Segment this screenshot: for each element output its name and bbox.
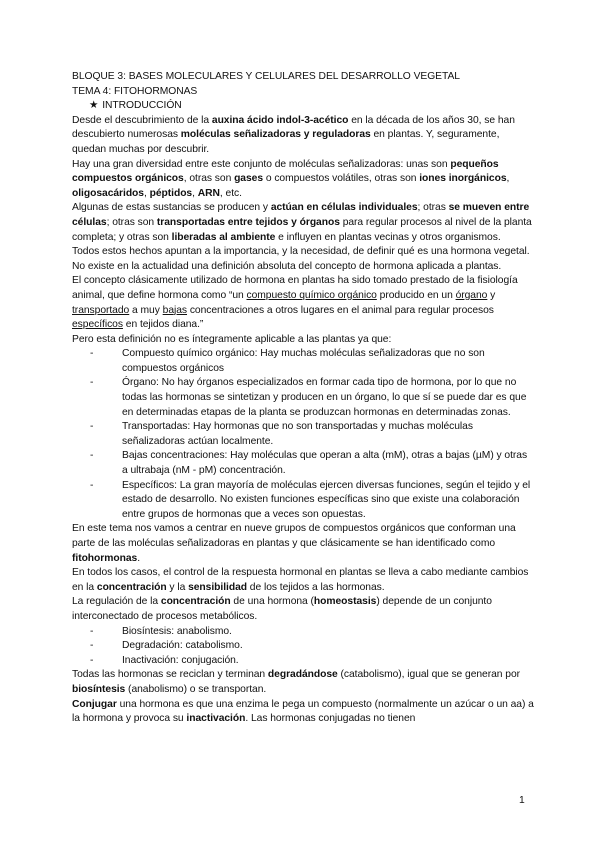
text: Hay una gran diversidad entre este conjunto de moléculas señalizadoras: unas son <box>72 158 451 170</box>
bold-text: actúan en células individuales <box>270 202 418 214</box>
bold-text: iones inorgánicos <box>419 173 507 185</box>
text: , otras son <box>183 173 235 185</box>
dash-marker: - <box>90 654 94 666</box>
paragraph-auxina <box>72 114 534 158</box>
section-heading <box>89 99 534 114</box>
text: y <box>487 289 496 301</box>
list-item-text: Inactivación: conjugación. <box>122 654 239 666</box>
block-title: BLOQUE 3: BASES MOLECULARES Y CELULARES DEL DESARROLLO VEGETAL <box>72 71 460 82</box>
bold-text: homeostasis <box>313 596 377 608</box>
bold-text: degradándose <box>267 669 338 681</box>
list-item <box>90 639 534 654</box>
underlined-text: bajas <box>162 304 188 316</box>
list-item <box>90 449 534 478</box>
underlined-text: compuesto químico orgánico <box>246 289 377 301</box>
bold-text: fitohormonas <box>72 552 138 564</box>
text: en tejidos diana.” <box>122 319 204 331</box>
paragraph-fitohormonas <box>72 522 534 566</box>
list-item-text: Específicos: La gran mayoría de moléculas ejercen diversas funciones, según el tejido y el estado de desarrollo. No existen funciones específicas sino que existe una colaboración entre grupos de hormonas que a veces son opuestas. <box>122 479 531 520</box>
bold-text: concentración <box>96 581 167 593</box>
text: (anabolismo) o se transportan. <box>125 683 267 695</box>
bold-text: auxina ácido indol-3-acético <box>211 114 349 126</box>
underlined-text: transportado <box>72 304 130 316</box>
text: y la <box>166 581 189 593</box>
underlined-text: específicos <box>72 319 123 331</box>
text: de una hormona ( <box>230 596 314 608</box>
document-page <box>72 70 534 727</box>
dash-marker: - <box>90 625 94 637</box>
text: para regular procesos al nivel de la planta completa; y otras son <box>72 216 532 243</box>
text: producido en un <box>376 289 456 301</box>
section-title: INTRODUCCIÓN <box>102 100 182 112</box>
text: , <box>143 187 150 199</box>
list-item <box>90 376 534 420</box>
text: , <box>192 187 198 199</box>
text: en la década de los años 30, se han descubierto numerosas <box>72 114 515 141</box>
text: Algunas de estas sustancias se producen y <box>72 202 271 214</box>
text: Desde el descubrimiento de la <box>72 114 212 126</box>
list-item <box>90 625 534 640</box>
text: . <box>137 552 140 564</box>
text: de los tejidos a las hormonas. <box>247 581 385 593</box>
dash-marker: - <box>90 348 94 360</box>
paragraph-regulacion <box>72 595 534 624</box>
bold-text: ARN <box>197 187 220 199</box>
dash-marker: - <box>90 450 94 462</box>
bold-text: biosíntesis <box>72 683 126 695</box>
list-item-text: Bajas concentraciones: Hay moléculas que operan a alta (mM), otras a bajas (µM) y otras a ultrabaja (nM - pM) concentración. <box>122 450 528 477</box>
bold-text: moléculas señalizadoras y reguladoras <box>180 129 371 141</box>
text: e influyen en plantas vecinas y otros organismos. <box>275 231 501 243</box>
text: ; otras son <box>106 216 157 228</box>
list-item <box>90 654 534 669</box>
paragraph-sustancias <box>72 201 534 245</box>
text: ; otras <box>417 202 449 214</box>
topic-title: TEMA 4: FITOHORMONAS <box>72 85 198 97</box>
dash-marker: - <box>90 421 94 433</box>
paragraph-definicion: Pero esta definición no es íntegramente aplicable a las plantas ya que: <box>72 333 392 345</box>
text: en plantas. Y, seguramente, quedan muchas por descubrir. <box>72 129 500 155</box>
list-item <box>90 347 534 376</box>
list-item <box>90 420 534 449</box>
text: En este tema nos vamos a centrar en nueve grupos de compuestos orgánicos que conforman una parte de las moléculas señalizadoras en plantas y que clásicamente se han identificado como <box>72 523 516 549</box>
list-item-text: Degradación: catabolismo. <box>122 640 243 652</box>
metabolism-list <box>72 625 534 669</box>
text: a muy <box>129 304 163 316</box>
bold-text: concentración <box>160 596 231 608</box>
bold-text: pequeños compuestos orgánicos <box>72 158 499 185</box>
star-icon: ★ <box>89 100 99 112</box>
list-item-text: Biosíntesis: anabolismo. <box>122 625 232 637</box>
list-item-text: Transportadas: Hay hormonas que no son transportadas y muchas moléculas señalizadoras actúan localmente. <box>122 421 473 447</box>
bold-text: péptidos <box>149 187 193 199</box>
text: una hormona es que una enzima le pega un compuesto (normalmente un azúcar o un aa) a la hormona y provoca su <box>72 698 534 725</box>
text: (catabolismo), igual que se generan por <box>337 669 521 681</box>
page-number: 1 <box>519 795 525 806</box>
paragraph-concepto <box>72 274 534 332</box>
text: En todos los casos, el control de la respuesta hormonal en plantas se lleva a cabo mediante cambios en la <box>72 567 529 593</box>
list-item-text: Órgano: No hay órganos especializados en formar cada tipo de hormona, por lo que no todas las hormonas se sintetizan y producen en un órgano, lo que sí se puede dar es que en determinadas etapas de la planta se produzcan hormonas en determinadas zonas. <box>122 377 527 418</box>
criteria-list <box>72 347 534 522</box>
underlined-text: órgano <box>455 289 488 301</box>
dash-marker: - <box>90 479 94 491</box>
text: El concepto clásicamente utilizado de hormona en plantas ha sido tomado prestado de la fisiología animal, que define hormona como “un <box>72 275 518 301</box>
bold-text: se mueven entre células <box>72 202 530 228</box>
paragraph-diversidad <box>72 158 534 202</box>
text: Todas las hormonas se reciclan y terminan <box>72 669 268 681</box>
bold-text: Conjugar <box>72 698 117 710</box>
text: ) depende de un conjunto interconectado de procesos metabólicos. <box>72 596 492 622</box>
dash-marker: - <box>90 640 94 652</box>
bold-text: transportadas entre tejidos y órganos <box>156 216 340 228</box>
text: . Las hormonas conjugadas no tienen <box>245 713 416 725</box>
list-item-text: Compuesto químico orgánico: Hay muchas moléculas señalizadoras que no son compuestos orgánicos <box>122 348 485 374</box>
text: concentraciones a otros lugares en el animal para regular procesos <box>187 304 494 316</box>
bold-text: gases <box>234 173 264 185</box>
bold-text: liberadas al ambiente <box>171 231 276 243</box>
paragraph-importancia: Todos estos hechos apuntan a la importancia, y la necesidad, de definir qué es una hormona vegetal. No existe en la actualidad una definición absoluta del concepto de hormona aplicada a plantas. <box>72 246 530 272</box>
bold-text: inactivación <box>186 713 246 725</box>
text: , etc. <box>219 187 242 199</box>
bold-text: oligosacáridos <box>72 187 144 199</box>
dash-marker: - <box>90 377 94 389</box>
text: , <box>506 173 510 185</box>
paragraph-reciclaje <box>72 668 534 697</box>
list-item <box>90 479 534 523</box>
text: o compuestos volátiles, otras son <box>263 173 420 185</box>
paragraph-control <box>72 566 534 595</box>
bold-text: sensibilidad <box>188 581 247 593</box>
text: La regulación de la <box>72 596 161 608</box>
paragraph-conjugar <box>72 698 534 727</box>
